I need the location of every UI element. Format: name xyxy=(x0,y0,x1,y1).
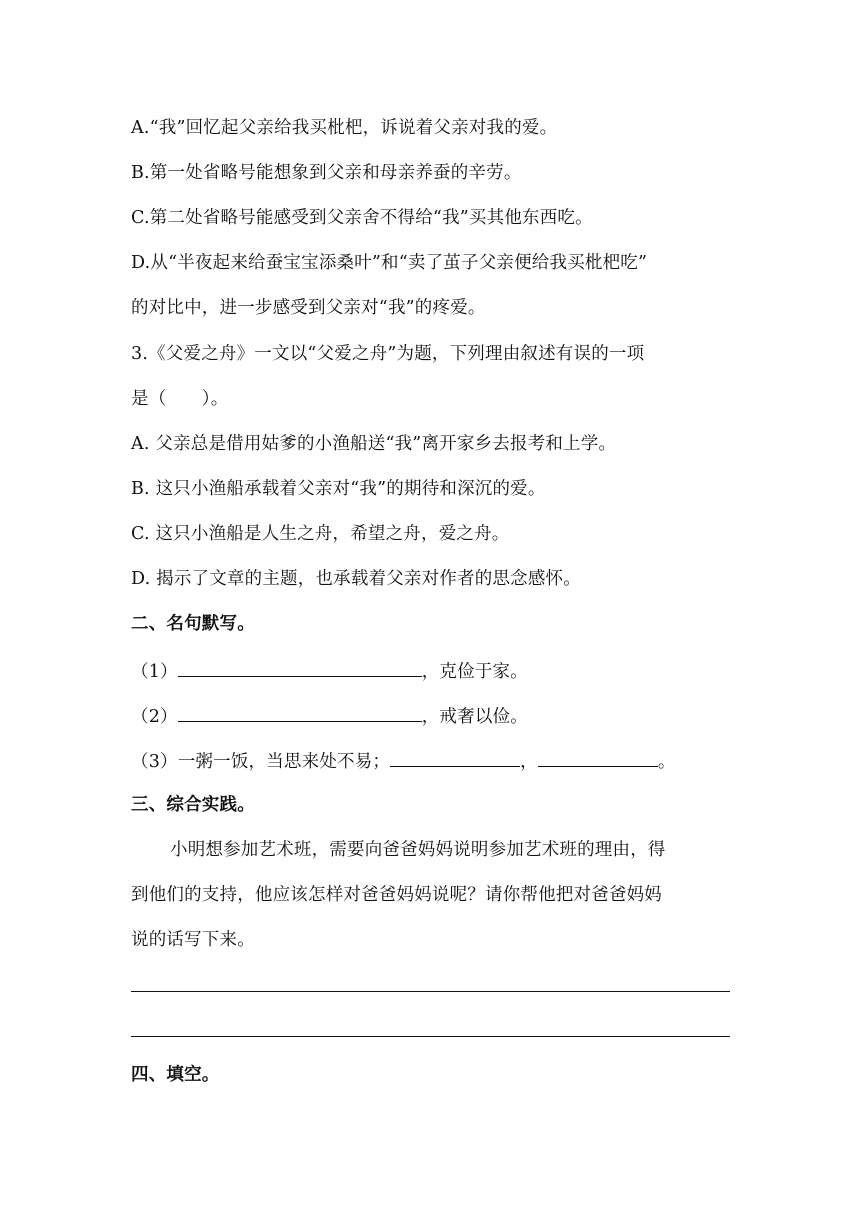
q2-option-a: A.“我”回忆起父亲给我买枇杷，诉说着父亲对我的爱。 xyxy=(131,118,558,138)
q3-stem-line1: 3.《父爱之舟》一文以“父爱之舟”为题，下列理由叙述有误的一项 xyxy=(131,344,645,364)
q2-option-c: C.第二处省略号能感受到父亲舍不得给“我”买其他东西吃。 xyxy=(131,208,593,228)
q3-stem-line2: 是（ ）。 xyxy=(131,389,229,409)
q3-option-c: C. 这只小渔船是人生之舟，希望之舟，爱之舟。 xyxy=(131,524,510,544)
item3-text: （3）一粥一饭，当思来处不易； xyxy=(131,752,391,772)
section3-paragraph-line2: 到他们的支持，他应该怎样对爸爸妈妈说呢？请你帮他把对爸爸妈妈 xyxy=(131,885,662,905)
item3-blank-2[interactable] xyxy=(538,748,658,767)
item3-blank-1[interactable] xyxy=(390,748,520,767)
answer-line-1[interactable] xyxy=(131,991,730,992)
q2-option-d-line1: D.从“半夜起来给蚕宝宝添桑叶”和“卖了茧子父亲便给我买枇杷吃” xyxy=(131,253,648,273)
item2-number: （2） xyxy=(131,707,178,727)
recitation-item-3 xyxy=(131,748,676,774)
item2-blank[interactable] xyxy=(178,703,422,722)
q2-option-d-line2: 的对比中，进一步感受到父亲对“我”的疼爱。 xyxy=(131,298,486,318)
item1-blank[interactable] xyxy=(178,658,422,677)
item1-tail: ，克俭于家。 xyxy=(421,662,528,682)
section3-paragraph-line3: 说的话写下来。 xyxy=(131,930,255,950)
section3-heading: 三、综合实践。 xyxy=(131,795,255,815)
q3-option-b: B. 这只小渔船承载着父亲对“我”的期待和深沉的爱。 xyxy=(131,479,546,499)
item2-tail: ，戒奢以俭。 xyxy=(421,707,528,727)
section3-paragraph-line1: 小明想参加艺术班，需要向爸爸妈妈说明参加艺术班的理由，得 xyxy=(170,840,666,860)
item3-comma: ， xyxy=(520,752,538,772)
q3-option-d: D. 揭示了文章的主题，也承载着父亲对作者的思念感怀。 xyxy=(131,569,581,589)
section2-heading: 二、名句默写。 xyxy=(131,614,255,634)
item3-end: 。 xyxy=(657,752,676,772)
answer-line-2[interactable] xyxy=(131,1036,730,1037)
recitation-item-1 xyxy=(131,658,528,684)
q3-option-a: A. 父亲总是借用姑爹的小渔船送“我”离开家乡去报考和上学。 xyxy=(131,434,617,454)
recitation-item-2 xyxy=(131,703,528,729)
item1-number: （1） xyxy=(131,662,178,682)
q2-option-b: B.第一处省略号能想象到父亲和母亲养蚕的辛劳。 xyxy=(131,163,522,183)
section4-heading: 四、填空。 xyxy=(131,1065,220,1085)
